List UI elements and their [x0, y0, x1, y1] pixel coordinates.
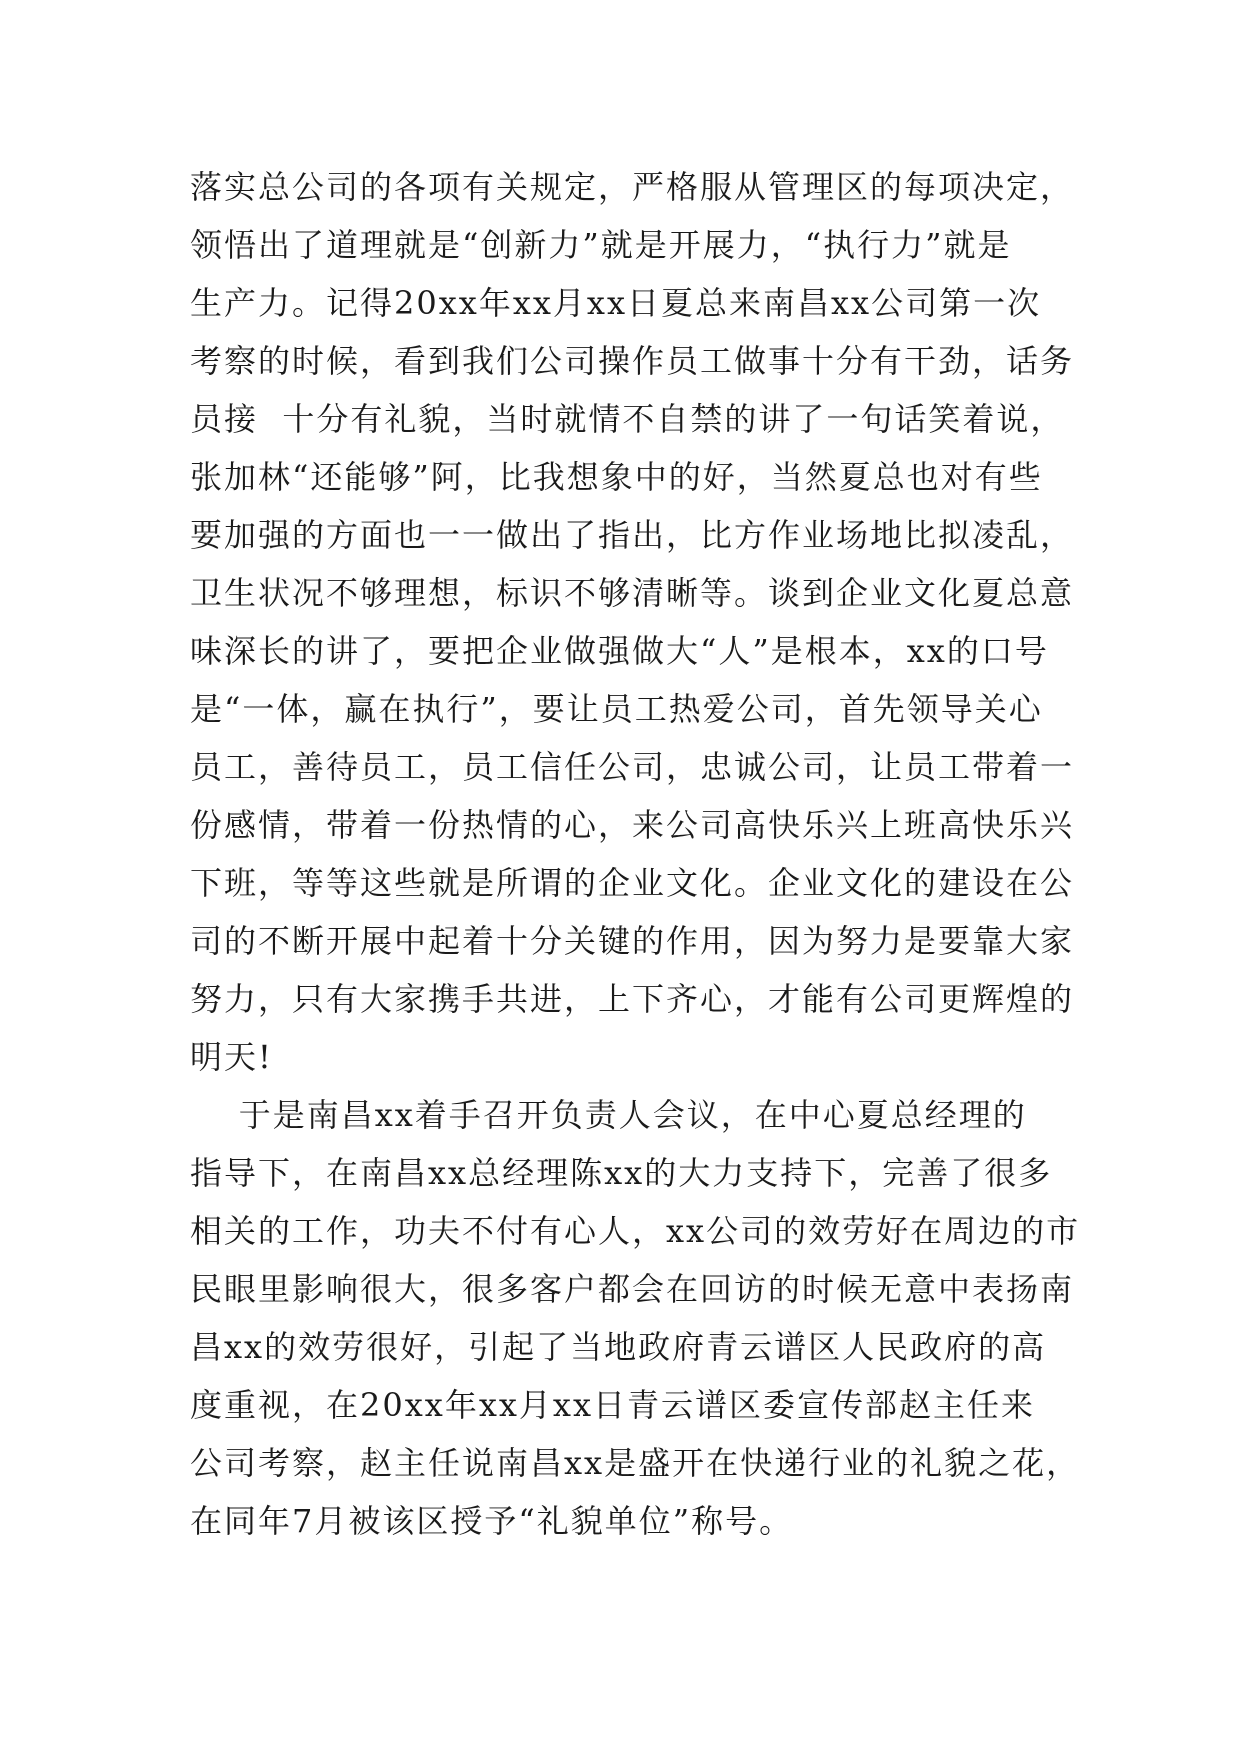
text-line: 员工，善待员工，员工信任公司，忠诚公司，让员工带着一 [190, 748, 1075, 786]
text-line: 张加林“还能够”阿，比我想象中的好，当然夏总也对有些 [190, 458, 1043, 496]
text-line: 相关的工作，功夫不付有心人，xx公司的效劳好在周边的市 [190, 1212, 1081, 1250]
text-line: 卫生状况不够理想，标识不够清晰等。谈到企业文化夏总意 [190, 574, 1075, 612]
text-line: 份感情，带着一份热情的心，来公司高快乐兴上班高快乐兴 [190, 806, 1075, 844]
text-line: 生产力。记得20xx年xx月xx日夏总来南昌xx公司第一次 [190, 284, 1042, 322]
text-line: 考察的时候，看到我们公司操作员工做事十分有干劲，话务 [190, 342, 1075, 380]
text-line: 在同年7月被该区授予“礼貌单位”称号。 [190, 1502, 794, 1540]
text-line: 员接 十分有礼貌，当时就情不自禁的讲了一句话笑着说， [190, 400, 1065, 438]
text-line: 明天! [190, 1038, 273, 1076]
text-line: 是“一体，赢在执行”，要让员工热爱公司，首先领导关心 [190, 690, 1043, 728]
text-line: 于是南昌xx着手召开负责人会议，在中心夏总经理的 [190, 1096, 1027, 1134]
text-line: 落实总公司的各项有关规定，严格服从管理区的每项决定， [190, 168, 1075, 206]
text-line: 领悟出了道理就是“创新力”就是开展力，“执行力”就是 [190, 226, 1012, 264]
text-line: 要加强的方面也一一做出了指出，比方作业场地比拟凌乱， [190, 516, 1075, 554]
body-text [190, 158, 1090, 1550]
text-line: 味深长的讲了，要把企业做强做大“人”是根本，xx的口号 [190, 632, 1049, 670]
text-line: 指导下，在南昌xx总经理陈xx的大力支持下，完善了很多 [190, 1154, 1053, 1192]
text-line: 民眼里影响很大，很多客户都会在回访的时候无意中表扬南 [190, 1270, 1075, 1308]
text-line: 昌xx的效劳很好，引起了当地政府青云谱区人民政府的高 [190, 1328, 1047, 1366]
text-line: 努力，只有大家携手共进，上下齐心，才能有公司更辉煌的 [190, 980, 1075, 1018]
text-line: 度重视，在20xx年xx月xx日青云谱区委宣传部赵主任来 [190, 1386, 1036, 1424]
text-line: 下班，等等这些就是所谓的企业文化。企业文化的建设在公 [190, 864, 1075, 902]
text-line: 公司考察，赵主任说南昌xx是盛开在快递行业的礼貌之花， [190, 1444, 1081, 1482]
text-line: 司的不断开展中起着十分关键的作用，因为努力是要靠大家 [190, 922, 1075, 960]
